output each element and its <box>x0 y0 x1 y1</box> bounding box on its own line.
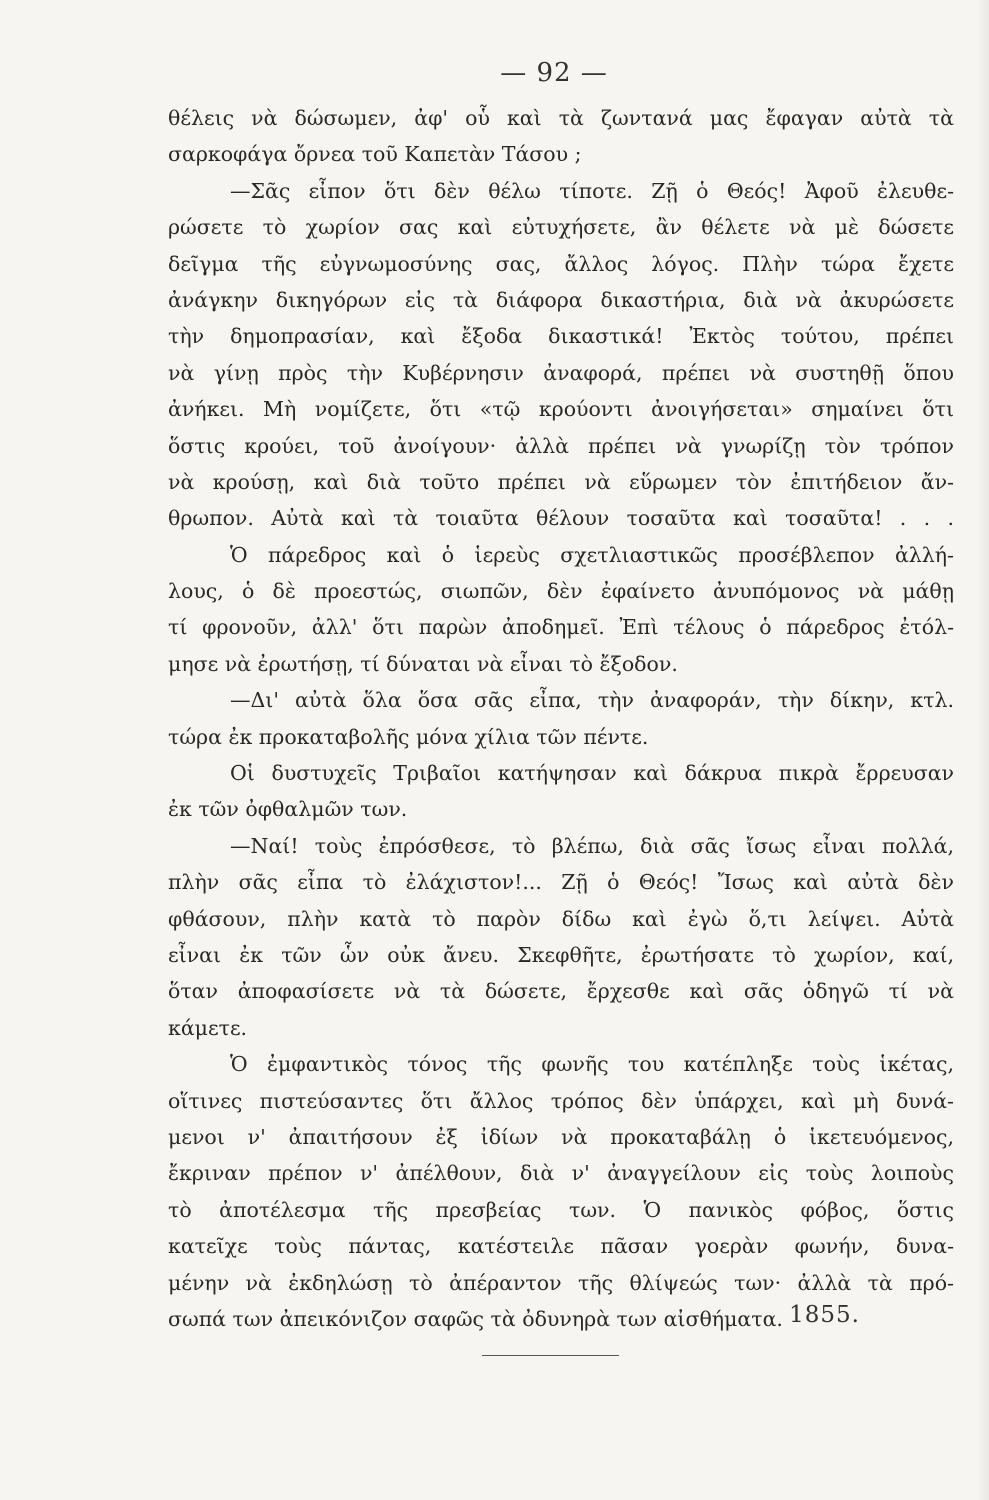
date: 1855. <box>789 1302 860 1328</box>
text-line: ὅστις κρούει, τοῦ ἀνοίγουν· ἀλλὰ πρέπει νὰ γνωρίζῃ τὸν τρόπον <box>168 433 954 458</box>
text-line: —Ναί! τοὺς ἐπρόσθεσε, τὸ βλέπω, διὰ σᾶς ἴσως εἶναι πολλά, <box>230 833 954 858</box>
text-line: ἐκ τῶν ὀφθαλμῶν των. <box>168 797 408 822</box>
text-line: κάμετε. <box>168 1015 248 1040</box>
text-line: φθάσουν, πλὴν κατὰ τὸ παρὸν δίδω καὶ ἐγὼ ὅ,τι λείψει. Αὐτὰ <box>168 906 954 931</box>
text-line: πλὴν σᾶς εἶπα τὸ ἐλάχιστον!... Ζῇ ὁ Θεός! Ἴσως καὶ αὐτὰ δὲν <box>168 870 954 895</box>
text-line: —Δι' αὐτὰ ὅλα ὅσα σᾶς εἶπα, τὴν ἀναφοράν, τὴν δίκην, κτλ. <box>230 688 954 713</box>
text-line: σαρκοφάγα ὄρνεα τοῦ Καπετὰν Τάσου ; <box>168 142 582 167</box>
text-line: Ὁ πάρεδρος καὶ ὁ ἱερεὺς σχετλιαστικῶς προσέβλεπον ἀλλή- <box>230 542 954 567</box>
text-line: Ὁ ἐμφαντικὸς τόνος τῆς φωνῆς του κατέπληξε τοὺς ἱκέτας, <box>230 1052 954 1077</box>
text-line: λους, ὁ δὲ προεστώς, σιωπῶν, δὲν ἐφαίνετο ἀνυπόμονος νὰ μάθῃ <box>168 579 954 604</box>
text-line: οἵτινες πιστεύσαντες ὅτι ἄλλος τρόπος δὲν ὑπάρχει, καὶ μὴ δυνά- <box>168 1088 954 1113</box>
closing-rule <box>482 1355 619 1356</box>
scan-shadow <box>977 0 989 1500</box>
text-line: μησε νὰ ἐρωτήσῃ, τί δύναται νὰ εἶναι τὸ ἔξοδον. <box>168 651 678 676</box>
body-text <box>168 100 954 1337</box>
text-line: σωπά των ἀπεικόνιζον σαφῶς τὰ ὀδυνηρὰ των αἰσθήματα. <box>168 1306 783 1331</box>
text-line: εἶναι ἐκ τῶν ὧν οὐκ ἄνευ. Σκεφθῆτε, ἐρωτήσατε τὸ χωρίον, καί, <box>168 942 954 967</box>
text-line: θέλεις νὰ δώσωμεν, ἀφ' οὗ καὶ τὰ ζωντανά μας ἔφαγαν αὐτὰ τὰ <box>168 106 954 130</box>
text-line: τὸ ἀποτέλεσμα τῆς πρεσβείας των. Ὁ πανικὸς φόβος, ὅστις <box>168 1197 954 1222</box>
text-line: ἀνήκει. Μὴ νομίζετε, ὅτι «τῷ κρούοντι ἀνοιγήσεται» σημαίνει ὅτι <box>168 397 954 422</box>
text-line: δεῖγμα τῆς εὐγνωμοσύνης σας, ἄλλος λόγος. Πλὴν τώρα ἔχετε <box>168 251 954 276</box>
text-line: τί φρονοῦν, ἀλλ' ὅτι παρὼν ἀποδημεῖ. Ἐπὶ τέλους ὁ πάρεδρος ἐτόλ- <box>168 615 954 640</box>
text-line: κατεῖχε τοὺς πάντας, κατέστειλε πᾶσαν γοερὰν φωνήν, δυνα- <box>168 1234 954 1259</box>
text-line: —Σᾶς εἶπον ὅτι δὲν θέλω τίποτε. Ζῇ ὁ Θεός! Ἀφοῦ ἐλευθε- <box>230 178 954 203</box>
text-line: θρωπον. Αὐτὰ καὶ τὰ τοιαῦτα θέλουν τοσαῦτα καὶ τοσαῦτα! . . . <box>168 506 954 531</box>
text-line: τώρα ἐκ προκαταβολῆς μόνα χίλια τῶν πέντε. <box>168 724 649 749</box>
text-line: νὰ κρούσῃ, καὶ διὰ τοῦτο πρέπει νὰ εὕρωμεν τὸν ἐπιτήδειον ἄν- <box>168 469 954 494</box>
text-line: τὴν δημοπρασίαν, καὶ ἔξοδα δικαστικά! Ἐκτὸς τούτου, πρέπει <box>168 324 954 349</box>
text-line: ἔκριναν πρέπον ν' ἀπέλθουν, διὰ ν' ἀναγγείλουν εἰς τοὺς λοιποὺς <box>168 1161 954 1186</box>
page-number: — 92 — <box>500 58 608 88</box>
text-line: ὅταν ἀποφασίσετε νὰ τὰ δώσετε, ἔρχεσθε καὶ σᾶς ὁδηγῶ τί νὰ <box>168 979 954 1004</box>
text-line: μενοι ν' ἀπαιτήσουν ἐξ ἰδίων νὰ προκαταβάλῃ ὁ ἱκετευόμενος, <box>168 1124 954 1149</box>
text-line: ἀνάγκην δικηγόρων εἰς τὰ διάφορα δικαστήρια, διὰ νὰ ἀκυρώσετε <box>168 287 954 312</box>
text-line: μένην νὰ ἐκδηλώσῃ τὸ ἀπέραντον τῆς θλίψεώς των· ἀλλὰ τὰ πρό- <box>168 1270 954 1295</box>
text-line: νὰ γίνῃ πρὸς τὴν Κυβέρνησιν ἀναφορά, πρέπει νὰ συστηθῇ ὅπου <box>168 360 954 385</box>
text-line: Οἱ δυστυχεῖς Τριβαῖοι κατήψησαν καὶ δάκρυα πικρὰ ἔρρευσαν <box>230 761 954 786</box>
text-line: ρώσετε τὸ χωρίον σας καὶ εὐτυχήσετε, ἂν θέλετε νὰ μὲ δώσετε <box>168 215 954 240</box>
